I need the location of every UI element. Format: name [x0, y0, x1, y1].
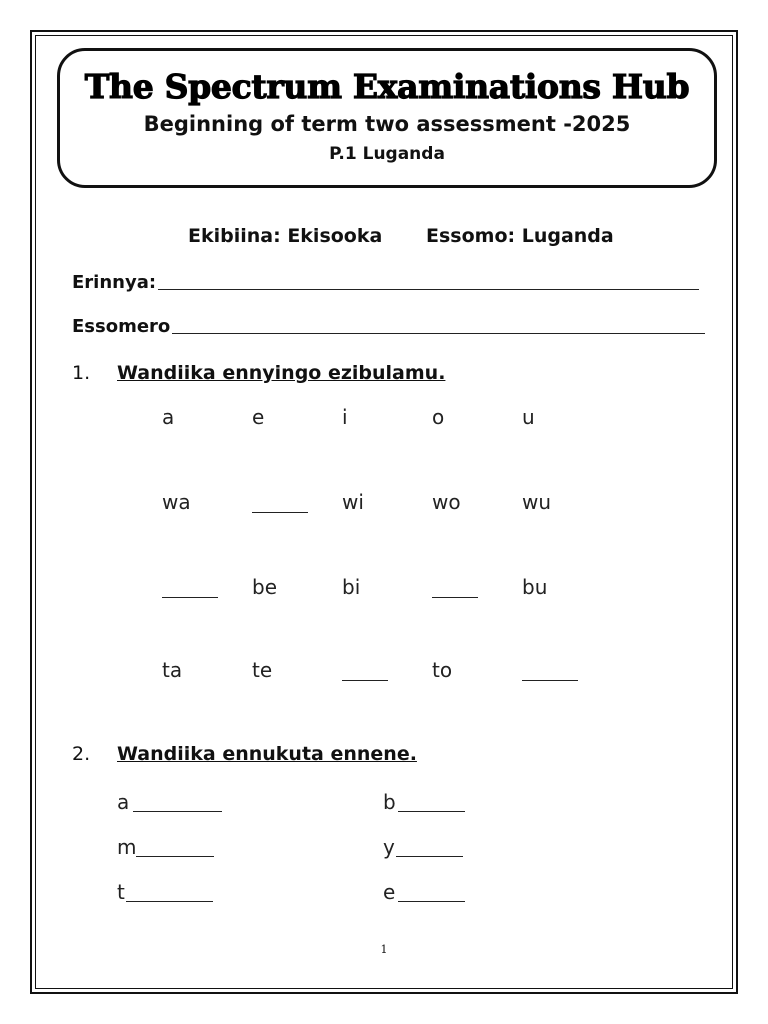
exam-title: The Spectrum Examinations Hub	[84, 67, 690, 106]
letter-blank[interactable]	[136, 856, 214, 857]
letter-blank[interactable]	[398, 901, 465, 902]
subject-label: Essomo: Luganda	[426, 225, 614, 247]
letter: e	[383, 880, 396, 904]
letter-blank[interactable]	[126, 901, 213, 902]
syllable-blank[interactable]	[432, 597, 478, 598]
name-field[interactable]	[158, 289, 699, 290]
question-1-title: Wandiika ennyingo ezibulamu.	[117, 362, 446, 384]
syllable: u	[522, 405, 535, 429]
letter-blank[interactable]	[398, 811, 465, 812]
letter-blank[interactable]	[133, 811, 222, 812]
page-number: 1	[380, 943, 388, 956]
syllable: be	[252, 575, 277, 599]
letter-blank[interactable]	[396, 856, 463, 857]
syllable: wu	[522, 490, 552, 514]
syllable: wa	[162, 490, 191, 514]
letter: y	[383, 835, 395, 859]
syllable: a	[162, 405, 175, 429]
syllable-blank[interactable]	[252, 512, 308, 513]
header-box	[57, 48, 717, 188]
letter: b	[383, 790, 396, 814]
syllable: o	[432, 405, 445, 429]
syllable: to	[432, 658, 453, 682]
school-label: Essomero	[72, 316, 171, 337]
question-2-number: 2.	[72, 743, 91, 765]
syllable-blank[interactable]	[522, 680, 578, 681]
class-label: Ekibiina: Ekisooka	[188, 225, 383, 247]
letter: t	[117, 880, 125, 904]
school-field[interactable]	[172, 333, 705, 334]
syllable: e	[252, 405, 265, 429]
letter: a	[117, 790, 130, 814]
syllable: te	[252, 658, 273, 682]
name-label: Erinnya:	[72, 272, 157, 293]
question-1-number: 1.	[72, 362, 91, 384]
syllable-blank[interactable]	[162, 597, 218, 598]
syllable: wo	[432, 490, 461, 514]
syllable: bu	[522, 575, 548, 599]
syllable: bi	[342, 575, 361, 599]
syllable-blank[interactable]	[342, 680, 388, 681]
exam-class: P.1 Luganda	[329, 144, 445, 164]
question-2-title: Wandiika ennukuta ennene.	[117, 743, 417, 765]
syllable: ta	[162, 658, 183, 682]
exam-subtitle: Beginning of term two assessment -2025	[143, 112, 631, 136]
syllable: wi	[342, 490, 364, 514]
syllable: i	[342, 405, 348, 429]
letter: m	[117, 835, 137, 859]
